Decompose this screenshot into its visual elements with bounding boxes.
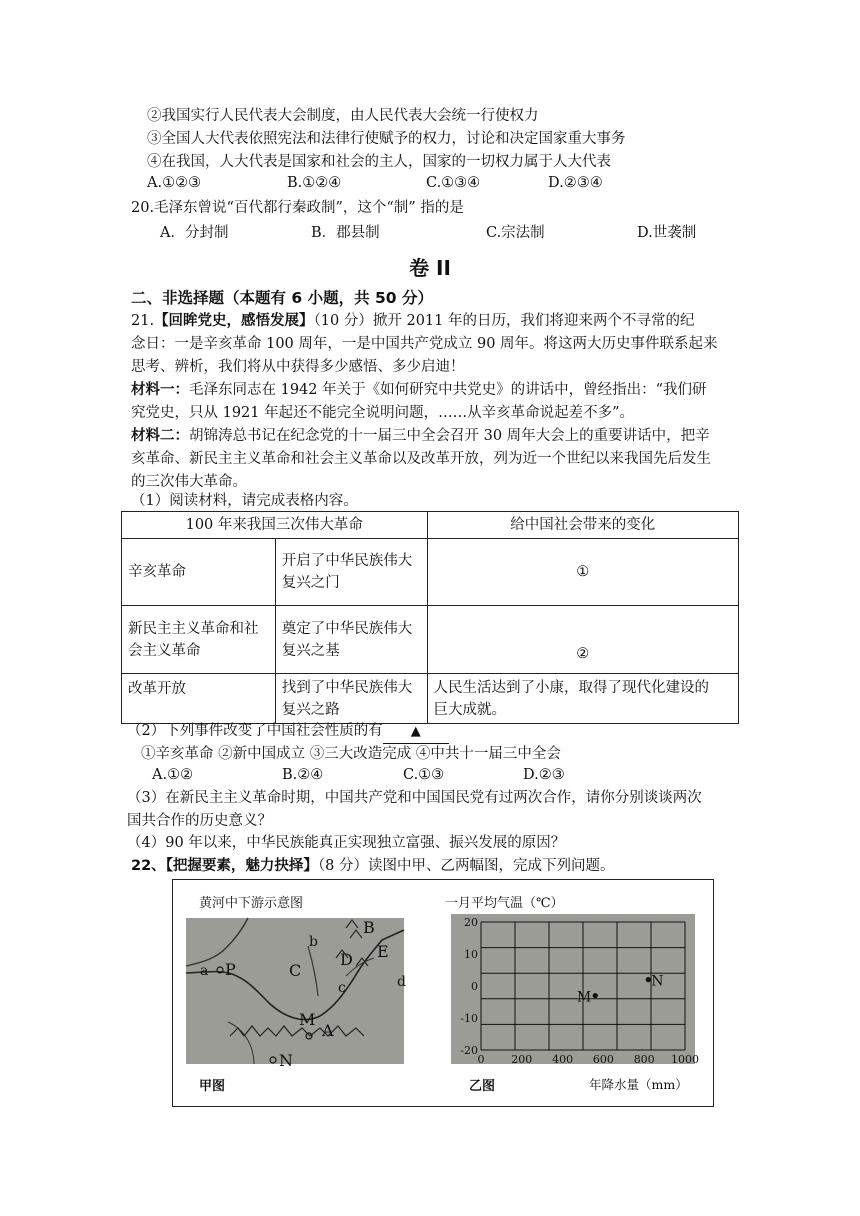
q19-option-a[interactable]: A.①②③ [147, 175, 202, 191]
map-label-d-lower: d [397, 974, 406, 990]
q21-intro-line-1 [131, 310, 695, 332]
data-point-m [593, 993, 598, 998]
fig-yi-caption: 乙图 [469, 1079, 496, 1094]
y-tick-label: 0 [471, 980, 478, 993]
table-cell-meaning: 开启了中华民族伟大 复兴之门 [275, 539, 427, 606]
q21-material-1-label: 材料一： [131, 382, 189, 398]
q19-option-c[interactable]: C.①③④ [426, 175, 481, 191]
q21-p2-option-c[interactable]: C.①③ [403, 767, 445, 783]
q20-option-d[interactable]: D.世袭制 [637, 225, 697, 241]
x-tick-label: 200 [511, 1053, 533, 1066]
x-tick-label: 1000 [671, 1053, 699, 1066]
map-label-n: N [279, 1051, 293, 1070]
fig-jia-title: 黄河中下游示意图 [199, 896, 304, 911]
q21-part-2: （2）下列事件改变了中国社会性质的有 ▲ [127, 720, 449, 744]
y-tick-label: 20 [464, 916, 478, 929]
table-cell-event: 新民主主义革命和社 会主义革命 [122, 606, 276, 674]
q21-material-2-label: 材料二： [131, 428, 189, 444]
q21-part-2-items: ①辛亥革命 ②新中国成立 ③三大改造完成 ④中共十一届三中全会 [141, 746, 561, 762]
table-cell-meaning: 奠定了中华民族伟大 复兴之基 [275, 606, 427, 674]
q22-tag: 【把握要素，魅力抉择】 [165, 858, 318, 874]
q21-p2-option-a[interactable]: A.①② [152, 767, 194, 783]
table-cell-change-blank-2[interactable]: ② [427, 606, 739, 674]
x-tick-label: 400 [552, 1053, 574, 1066]
fig-yi-xlabel: 年降水量（mm） [589, 1077, 688, 1092]
y-tick-label: 10 [464, 948, 478, 961]
y-tick-label: -10 [460, 1012, 478, 1025]
table-row [122, 539, 739, 606]
table-header-revolutions: 100 年来我国三次伟大革命 [122, 512, 428, 539]
q21-number: 21. [131, 313, 155, 329]
fig-jia-caption: 甲图 [199, 1079, 226, 1094]
climate-chart-photo [451, 914, 699, 1066]
q19-option-b[interactable]: B.①②④ [287, 175, 342, 191]
q21-part-3-line-2: 国共合作的历史意义？ [127, 813, 272, 829]
table-header-changes: 给中国社会带来的变化 [427, 512, 739, 539]
q21-material-2-line-3: 的三次伟大革命。 [131, 474, 247, 490]
q21-material-1-line-1 [131, 379, 707, 401]
data-point-label-m: M [576, 989, 592, 1006]
q21-part-4: （4）90 年以来，中华民族能真正实现独立富强、振兴发展的原因？ [127, 835, 566, 851]
q20-option-b[interactable]: B．郡县制 [311, 225, 380, 241]
q19-item-3: ③全国人大代表依照宪法和法律行使赋予的权力，讨论和决定国家重大事务 [147, 131, 626, 147]
q19-option-d[interactable]: D.②③④ [548, 175, 603, 191]
q21-part-1: （1）阅读材料，请完成表格内容。 [131, 493, 358, 509]
q21-title-tag: 【回眸党史，感悟发展】 [154, 313, 314, 329]
q21-p2-option-d[interactable]: D.②③ [523, 767, 565, 783]
table-cell-change: 人民生活达到了小康，取得了现代化建设的 巨大成就。 [427, 674, 739, 724]
q20-stem: 20.毛泽东曾说“百代都行秦政制”，这个“制” 指的是 [131, 200, 464, 216]
q19-item-2: ②我国实行人民代表大会制度，由人民代表大会统一行使权力 [147, 108, 539, 124]
map-label-a: a [200, 963, 209, 979]
fig-yi-title: 一月平均气温（℃） [445, 896, 564, 911]
q21-p2-option-b[interactable]: B.②④ [282, 767, 324, 783]
huanghe-map [186, 918, 406, 1070]
map-label-c-lower: c [338, 980, 346, 996]
y-tick-label: -20 [460, 1044, 478, 1057]
q21-material-1-text: 毛泽东同志在 1942 年关于《如何研究中共党史》的讲话中，曾经指出：“我们研 [189, 382, 707, 398]
table-cell-meaning: 找到了中华民族伟大 复兴之路 [275, 674, 427, 724]
map-label-b-lower: b [309, 934, 318, 950]
q21-material-1-line-2: 究党史，只从 1921 年起还不能完全说明问题，……从辛亥革命说起差不多”。 [131, 405, 635, 421]
q21-intro-line-3: 思考、辨析，我们将从中获得多少感悟、多少启迪！ [131, 359, 465, 375]
x-tick-label: 800 [633, 1053, 655, 1066]
volume-title: 卷 II [409, 256, 451, 280]
river-map-lines [186, 918, 404, 1064]
q21-material-2-text: 胡锦涛总书记在纪念党的十一届三中全会召开 30 周年大会上的重要讲话中，把辛 [189, 428, 710, 444]
table-cell-change-blank-1[interactable]: ① [427, 539, 739, 606]
q21-intro-text: （10 分）掀开 2011 年的日历，我们将迎来两个不寻常的纪 [313, 313, 695, 329]
figure-box [172, 879, 714, 1107]
x-tick-label: 600 [592, 1053, 614, 1066]
map-label-e: E [377, 942, 389, 961]
table-cell-event: 辛亥革命 [122, 539, 276, 606]
q22-stem [131, 855, 615, 877]
q20-option-c[interactable]: C.宗法制 [486, 225, 545, 241]
table-header-row [122, 512, 739, 539]
q22-number: 22、 [131, 858, 166, 874]
map-label-c-upper: C [289, 961, 302, 980]
q21-material-2-line-1 [131, 425, 710, 447]
q21-part-3-line-1: （3）在新民主主义革命时期，中国共产党和中国国民党有过两次合作，请你分别谈谈两次 [127, 790, 702, 806]
q21-intro-line-2: 念日：一是辛亥革命 100 周年，一是中国共产党成立 90 周年。将这两大历史事件联系起来 [131, 336, 718, 352]
q20-option-a[interactable]: A．分封制 [160, 225, 229, 241]
q21-material-2-line-2: 亥革命、新民主主义革命和社会主义革命以及改革开放，列为近一个世纪以来我国先后发生 [131, 451, 711, 467]
revolution-table [121, 511, 739, 724]
answer-blank[interactable]: ▲ [383, 721, 449, 744]
data-point-n [646, 977, 651, 982]
map-label-d-upper: D [340, 950, 353, 969]
climate-scatter-chart [451, 914, 699, 1066]
q22-stem-text: （8 分）读图中甲、乙两幅图，完成下列问题。 [317, 858, 615, 874]
data-point-label-n: N [651, 973, 664, 990]
table-row [122, 606, 739, 674]
table-cell-event: 改革开放 [122, 674, 276, 724]
map-label-m: M [299, 1010, 316, 1029]
map-label-p: P [225, 960, 236, 979]
q19-item-4: ④在我国，人大代表是国家和社会的主人，国家的一切权力属于人大代表 [147, 154, 611, 170]
section-heading: 二、非选择题（本题有 6 小题，共 50 分） [131, 289, 433, 307]
x-tick-label: 0 [477, 1053, 485, 1066]
table-row [122, 674, 739, 724]
map-label-a-upper: A [322, 1021, 334, 1040]
map-label-b-upper: B [363, 918, 375, 937]
